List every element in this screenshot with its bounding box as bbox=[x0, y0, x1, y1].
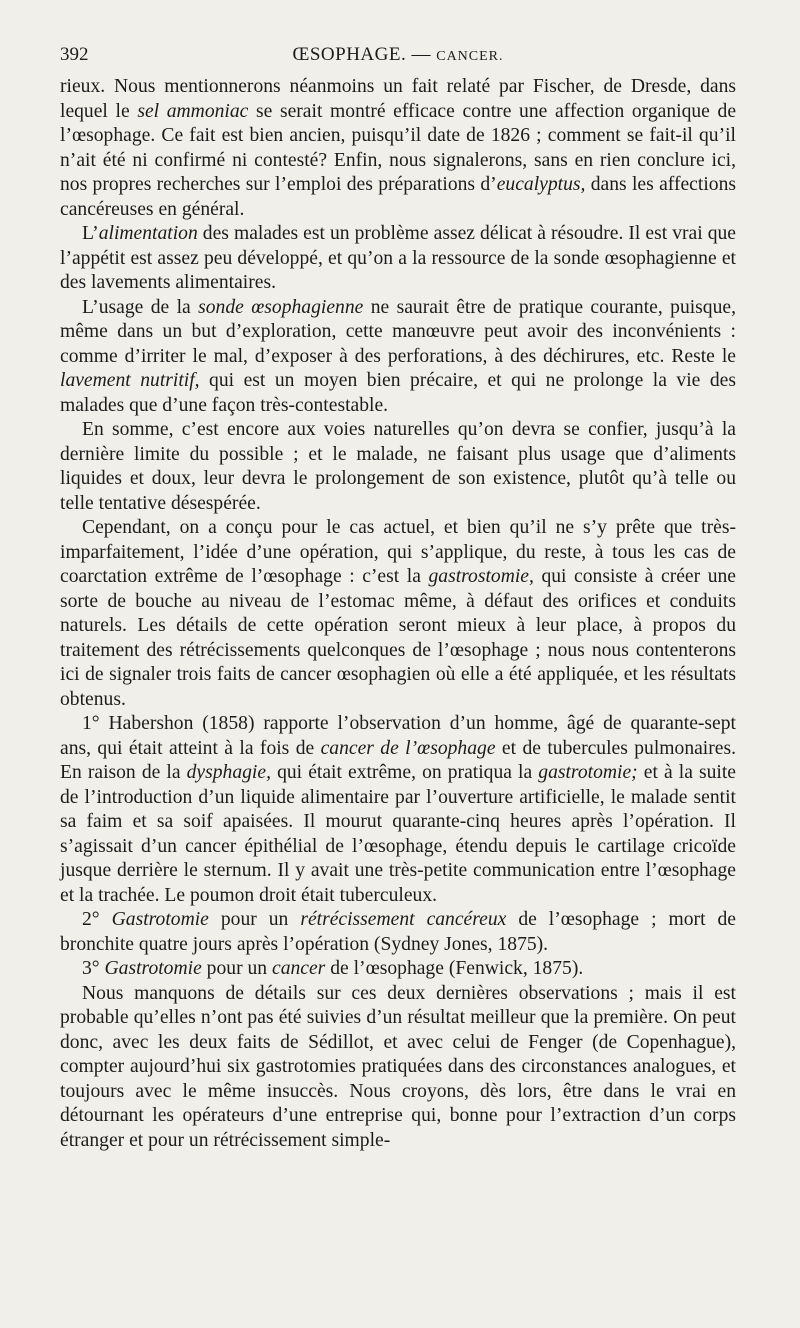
italic-term: sel ammoniac bbox=[137, 100, 249, 122]
paragraph bbox=[60, 957, 736, 982]
text-run: L’ bbox=[82, 223, 99, 244]
text-run: qui était extrême, on pratiqua la bbox=[270, 762, 539, 783]
paragraph bbox=[60, 75, 736, 222]
page-number: 392 bbox=[60, 44, 89, 65]
text-run: dans les affections cancéreuses en général. bbox=[60, 174, 736, 220]
italic-term: Gastrotomie bbox=[111, 909, 209, 930]
italic-term: sonde œsophagienne bbox=[198, 296, 364, 318]
text-run: des malades est un problème assez délicat à résoudre. Il est vrai que l’appétit est assez peu développé, et qu’on a la ressource de la sonde œsophagienne et des lavements alimentaires. bbox=[60, 223, 736, 293]
paragraph bbox=[60, 222, 736, 296]
italic-term: gastrotomie; bbox=[538, 762, 638, 783]
italic-term: alimentation bbox=[98, 223, 198, 244]
text-run: En somme, c’est encore aux voies naturelles qu’on devra se confier, jusqu’à la dernière limite du possible ; et le malade, ne faisant plus usage que d’aliments liquides et doux, leur devra le prolongement de son existence, plutôt qu’à telle ou telle tentative désespérée. bbox=[60, 419, 736, 514]
text-run: L’usage de la bbox=[82, 296, 199, 318]
text-run: et de tubercules pulmonaires. En raison de la bbox=[60, 737, 736, 783]
italic-term: lavement nutritif, bbox=[60, 370, 200, 391]
text-run: ne saurait être de pratique courante, puisque, même dans un but d’exploration, cette manœuvre peut avoir des inconvénients : comme d’irriter le mal, d’exposer à des perforations, à des déchirures, etc. Reste le bbox=[60, 296, 736, 367]
text-run: 2° bbox=[82, 909, 112, 930]
running-title-sub: CANCER. bbox=[436, 49, 504, 64]
text-run: pour un bbox=[201, 958, 272, 979]
text-run: se serait montré efficace contre une affection organique de l’œsophage. Ce fait est bien ancien, puisqu’il date de 1826 ; comment se fait-il qu’il n’ait été ni confirmé ni contesté? Enfin, nous signalerons, sans en rien conclure ici, nos propres recherches sur l’emploi des préparations d’ bbox=[60, 100, 737, 195]
text-run: Cependant, on a conçu pour le cas actuel, et bien qu’il ne s’y prête que très-imparfaitement, l’idée d’une opération, qui s’applique, du reste, à tous les cas de coarctation extrême de l’œsophage : c’est la bbox=[60, 517, 736, 587]
text-run: rieux. Nous mentionnerons néanmoins un fait relaté par Fischer, de Dresde, dans lequel le bbox=[60, 76, 736, 122]
italic-term: gastrostomie, bbox=[428, 566, 534, 587]
text-run: de l’œsophage ; mort de bronchite quatre jours après l’opération (Sydney Jones, 1875). bbox=[60, 909, 736, 955]
text-run: Nous manquons de détails sur ces deux dernières observations ; mais il est probable qu’elles n’ont pas été suivies d’un résultat meilleur que la première. On peut donc, avec les deux faits de Sédillot, et avec celui de Fenger (de Copenhague), compter aujourd’hui six gastrotomies pratiquées dans des circonstances analogues, et toujours avec le même insuccès. Nous croyons, dès lors, être dans le vrai en détournant les opérateurs d’une entreprise qui, bonne pour l’extraction d’un corps étranger et pour un rétrécissement simple- bbox=[60, 982, 736, 1151]
text-run: pour un bbox=[208, 909, 301, 930]
italic-term: Gastrotomie bbox=[104, 958, 202, 979]
italic-term: eucalyptus, bbox=[496, 174, 586, 195]
paragraph bbox=[60, 516, 736, 712]
text-run: de l’œsophage (Fenwick, 1875). bbox=[325, 958, 584, 979]
paragraph bbox=[60, 712, 736, 908]
text-run: qui est un moyen bien précaire, et qui ne prolonge la vie des malades que d’une façon très-contestable. bbox=[60, 370, 736, 416]
paragraph bbox=[60, 296, 736, 419]
text-run: qui consiste à créer une sorte de bouche au niveau de l’estomac même, à défaut des orifices et conduits naturels. Les détails de cette opération seront mieux à leur place, à propos du traitement des rétrécissements quelconques de l’œsophage ; nous nous contenterons ici de signaler trois faits de cancer œsophagien où elle a été appliquée, et les résultats obtenus. bbox=[60, 566, 736, 710]
running-title-main: ŒSOPHAGE. bbox=[292, 44, 407, 65]
text-run: 1° Habershon (1858) rapporte l’observation d’un homme, âgé de quarante-sept ans, qui était atteint à la fois de bbox=[60, 713, 736, 759]
italic-term: dysphagie, bbox=[186, 762, 271, 783]
text-run: et à la suite de l’introduction d’un liquide alimentaire par l’ouverture artificielle, le malade sentit sa faim et sa soif apaisées. Il mourut quarante-cinq heures après l’opération. Il s’agissait d’un cancer épithélial de l’œsophage, étendu depuis le cartilage cricoïde jusque derrière le sternum. Il y avait une très-petite communication entre l’œsophage et la trachée. Le poumon droit était tuberculeux. bbox=[60, 762, 737, 906]
italic-term: rétrécissement cancéreux bbox=[300, 909, 507, 930]
paragraph bbox=[60, 908, 736, 957]
paragraph bbox=[60, 982, 736, 1154]
italic-term: cancer bbox=[272, 958, 326, 979]
running-title bbox=[60, 44, 736, 66]
body-text bbox=[60, 75, 736, 1153]
italic-term: cancer de l’œsophage bbox=[320, 737, 496, 759]
paragraph bbox=[60, 418, 736, 516]
running-header bbox=[60, 44, 736, 74]
text-run: 3° bbox=[82, 958, 105, 979]
running-title-dash: — bbox=[406, 44, 437, 65]
